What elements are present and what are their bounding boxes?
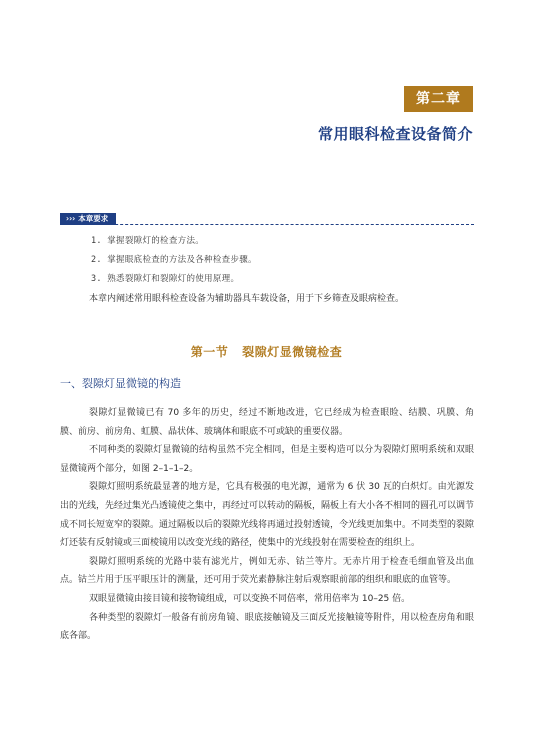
requirement-item: 3. 熟悉裂隙灯和裂隙灯的使用原理。 — [91, 274, 240, 284]
requirement-item: 1. 掌握裂隙灯的检查方法。 — [91, 236, 205, 246]
paragraph: 各种类型的裂隙灯一般备有前房角镜、眼底接触镜及三面反光接触镜等附件，用以检查房角和眼底各部。 — [60, 612, 474, 642]
chapter-requirements-header — [60, 213, 474, 225]
requirements-label: 本章要求 — [78, 214, 109, 223]
subsection-heading: 一、裂隙灯显微镜的构造 — [60, 377, 181, 390]
body-text — [60, 404, 474, 646]
paragraph: 裂隙灯照明系统最显著的地方是，它具有极强的电光源，通常为 6 伏 30 瓦的白炽灯。由光源发出的光线，先经过集光凸透镜使之集中，再经过可以转动的隔板，隔板上有大小各不相同的圆孔可以调节成不同长短宽窄的裂隙。通过隔板以后的裂隙光线将再通过投射透镜，令光线更加集中。不同类型的裂隙灯还装有反射镜或三面棱镜用以改变光线的路径，使集中的光线投射在需要检查的组织上。 — [60, 482, 475, 549]
chapter-intro: 本章内阐述常用眼科检查设备为辅助器具车载设备，用于下乡筛查及眼病检查。 — [89, 294, 405, 304]
chapter-badge: 第二章 — [404, 86, 473, 112]
section-number: 第一节 — [190, 345, 229, 359]
triple-chevron-icon: ››› — [66, 214, 76, 223]
requirements-list — [91, 232, 257, 289]
section-title: 裂隙灯显微镜检查 — [242, 345, 343, 359]
paragraph: 双眼显微镜由接目镜和接物镜组成，可以变换不同倍率，常用倍率为 10–25 倍。 — [89, 593, 411, 604]
dashed-divider — [60, 224, 474, 225]
paragraph: 裂隙灯照明系统的光路中装有滤光片，例如无赤、钴兰等片。无赤片用于检查毛细血管及出血点。钴兰片用于压平眼压计的测量，还可用于荧光素静脉注射后观察眼前部的组织和眼底的血管等。 — [60, 556, 474, 586]
paragraph: 裂隙灯显微镜已有 70 多年的历史，经过不断地改进，它已经成为检查眼睑、结膜、巩膜、角膜、前房、前房角、虹膜、晶状体、玻璃体和眼底不可或缺的重要仪器。 — [60, 408, 474, 437]
section-heading — [0, 344, 533, 360]
chapter-title: 常用眼科检查设备简介 — [317, 125, 473, 143]
paragraph: 不同种类的裂隙灯显微镜的结构虽然不完全相同，但是主要构造可以分为裂隙灯照明系统和双眼显微镜两个部分，如图 2–1–1–2。 — [60, 445, 474, 474]
requirement-item: 2. 掌握眼底检查的方法及各种检查步骤。 — [91, 255, 257, 265]
requirements-tag — [60, 213, 116, 225]
